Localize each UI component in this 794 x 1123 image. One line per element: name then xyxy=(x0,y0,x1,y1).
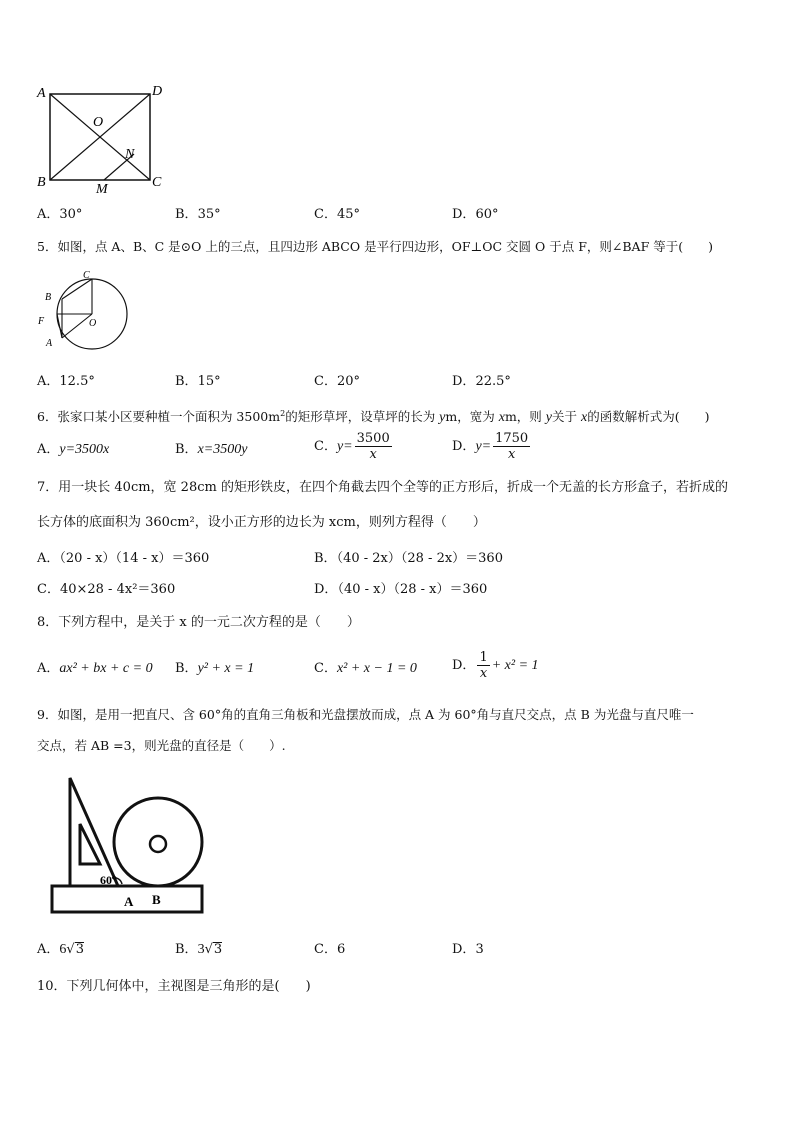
q5-figure xyxy=(34,268,146,358)
q8-option-b[interactable] xyxy=(175,660,254,678)
q9-figure xyxy=(48,774,208,916)
q4-option-b[interactable] xyxy=(175,206,221,224)
option-letter: B． xyxy=(175,661,198,676)
option-text: （40 - x）（28 - x）＝360 xyxy=(337,582,488,597)
option-letter: C． xyxy=(314,942,337,957)
q6-option-b[interactable] xyxy=(175,441,247,459)
q6-stem-part1: 6．张家口某小区要种植一个面积为 3500m xyxy=(37,409,281,425)
q5-option-b[interactable] xyxy=(175,373,221,391)
option-text: 22.5° xyxy=(475,374,511,389)
option-text: 45° xyxy=(336,207,360,222)
option-text: x=3500y xyxy=(197,442,248,457)
option-text: 6 xyxy=(336,942,346,957)
option-text: （40 - 2x）（28 - 2x）＝360 xyxy=(336,551,503,566)
q7-option-d[interactable] xyxy=(314,581,487,599)
q5-option-c[interactable] xyxy=(314,373,360,391)
q6-stem-part2: 的矩形草坪，设草坪的长为 xyxy=(285,409,440,425)
option-text: 35° xyxy=(197,207,221,222)
fraction-numerator: 1 xyxy=(479,650,488,665)
option-letter: B． xyxy=(175,374,198,389)
q4-label-C: C xyxy=(152,175,162,190)
q9-label-A: A xyxy=(124,894,134,909)
option-letter: D． xyxy=(452,439,476,454)
sqrt-radicand: 3 xyxy=(75,942,84,957)
option-prefix: y= xyxy=(475,439,492,454)
q7-option-c[interactable] xyxy=(37,581,175,599)
q9-option-b[interactable] xyxy=(175,941,222,959)
q4-figure xyxy=(34,80,174,195)
q5-option-a[interactable] xyxy=(37,373,95,391)
q7-stem-line2: 长方体的底面积为 360cm²，设小正方形的边长为 xcm，则列方程得（ ） xyxy=(37,515,486,530)
option-letter: D． xyxy=(452,658,476,673)
q6-stem-sup: 2 xyxy=(280,409,286,418)
q4-option-d[interactable] xyxy=(452,206,498,224)
fraction-denominator: x xyxy=(479,666,488,681)
q6-var-x: x xyxy=(498,410,505,426)
q6-option-d[interactable] xyxy=(452,431,532,462)
option-letter: A． xyxy=(37,942,60,957)
option-coefficient: 6 xyxy=(59,942,67,957)
q7-option-b[interactable] xyxy=(314,550,503,568)
option-letter: C． xyxy=(314,374,337,389)
q4-option-a[interactable] xyxy=(37,206,82,224)
q7-stem-line1: 7．用一块长 40cm，宽 28cm 的矩形铁皮，在四个角截去四个全等的正方形后，折成一个无盖的长方形盒子，若折成的 xyxy=(37,480,728,495)
option-letter: B． xyxy=(175,442,198,457)
q9-option-a[interactable] xyxy=(37,941,84,959)
q4-option-c[interactable] xyxy=(314,206,360,224)
option-letter: A． xyxy=(37,442,60,457)
q9-stem-line1: 9．如图，是用一把直尺、含 60°角的直角三角板和光盘摆放而成，点 A 为 60°角与直尺交点，点 B 为光盘与直尺唯一 xyxy=(37,707,694,722)
q8-stem: 8．下列方程中，是关于 x 的一元二次方程的是（ ） xyxy=(37,615,360,630)
option-text: 30° xyxy=(59,207,83,222)
option-letter: B． xyxy=(175,207,198,222)
fraction-denominator: x xyxy=(369,447,377,462)
option-text: 15° xyxy=(197,374,221,389)
fraction-denominator: x xyxy=(507,447,516,462)
option-letter: D． xyxy=(452,207,476,222)
option-letter: B． xyxy=(175,942,198,957)
option-letter: A． xyxy=(37,374,60,389)
q4-label-N: N xyxy=(125,147,135,162)
option-letter: A． xyxy=(37,207,60,222)
sqrt-sign: √ xyxy=(66,942,75,957)
option-letter: D． xyxy=(452,374,476,389)
q4-label-O: O xyxy=(93,115,104,130)
option-letter: A． xyxy=(37,551,60,566)
option-letter: C． xyxy=(314,661,337,676)
option-letter: C． xyxy=(314,439,337,454)
q6-stem-part5: 关于 xyxy=(551,409,581,425)
option-coefficient: 3 xyxy=(197,942,205,957)
q6-var-y2: y xyxy=(545,410,552,426)
option-text: x² + x − 1 = 0 xyxy=(336,661,417,676)
q4-label-A: A xyxy=(37,86,46,101)
option-letter: D． xyxy=(452,942,476,957)
q9-option-c[interactable] xyxy=(314,941,345,959)
option-letter: B． xyxy=(314,551,337,566)
q4-label-D: D xyxy=(152,84,163,99)
q5-option-d[interactable] xyxy=(452,373,511,391)
q6-var-y: y xyxy=(439,410,446,426)
option-text: y² + x = 1 xyxy=(197,661,255,676)
q9-stem-line2: 交点，若 AB =3，则光盘的直径是（ ）. xyxy=(37,738,286,753)
q5-label-A: A xyxy=(46,338,53,349)
option-text: ax² + bx + c = 0 xyxy=(59,661,153,676)
fraction xyxy=(477,650,489,681)
q6-stem-part3: m，宽为 xyxy=(445,409,499,425)
option-text: 3 xyxy=(475,942,484,957)
option-letter: C． xyxy=(37,582,60,597)
fraction xyxy=(355,431,392,462)
q7-option-a[interactable] xyxy=(37,550,209,568)
sqrt-radicand: 3 xyxy=(213,942,223,957)
q5-label-C: C xyxy=(83,270,90,281)
fraction-numerator: 1750 xyxy=(495,431,529,446)
q6-stem-part4: m，则 xyxy=(504,409,546,425)
q9-option-d[interactable] xyxy=(452,941,484,959)
q8-option-a[interactable] xyxy=(37,660,153,678)
q8-option-c[interactable] xyxy=(314,660,417,678)
q5-label-B: B xyxy=(45,292,52,303)
q4-label-M: M xyxy=(96,182,108,195)
option-text: y=3500x xyxy=(59,442,110,457)
q8-option-d[interactable] xyxy=(452,650,539,681)
option-letter: D． xyxy=(314,582,338,597)
option-text: 12.5° xyxy=(59,374,95,389)
q6-var-x2: x xyxy=(580,410,588,426)
option-prefix: y= xyxy=(336,439,353,454)
option-text: 20° xyxy=(336,374,360,389)
fraction xyxy=(493,431,530,462)
q5-stem: 5．如图，点 A、B、C 是⊙O 上的三点，且四边形 ABCO 是平行四边形，OF⊥OC 交圆 O 于点 F，则∠BAF 等于( ) xyxy=(37,239,713,254)
option-letter: C． xyxy=(314,207,337,222)
q6-option-c[interactable] xyxy=(314,431,394,462)
fraction-numerator: 3500 xyxy=(356,431,390,446)
q6-stem xyxy=(37,405,709,427)
sqrt-sign: √ xyxy=(204,942,213,957)
q4-label-B: B xyxy=(37,175,46,190)
option-letter: A． xyxy=(37,661,60,676)
q9-label-angle: 60° xyxy=(100,873,117,887)
q5-label-F: F xyxy=(38,316,45,327)
option-suffix: + x² = 1 xyxy=(491,658,539,673)
q6-option-a[interactable] xyxy=(37,441,109,459)
q9-label-B: B xyxy=(152,892,161,907)
q5-label-O: O xyxy=(89,318,97,329)
q6-stem-part6: 的函数解析式为( ) xyxy=(587,409,710,425)
option-text: （20 - x）（14 - x）＝360 xyxy=(59,551,210,566)
option-text: 40×28 - 4x²＝360 xyxy=(59,582,176,597)
q10-stem: 10．下列几何体中，主视图是三角形的是( ) xyxy=(37,979,311,994)
option-text: 60° xyxy=(475,207,499,222)
